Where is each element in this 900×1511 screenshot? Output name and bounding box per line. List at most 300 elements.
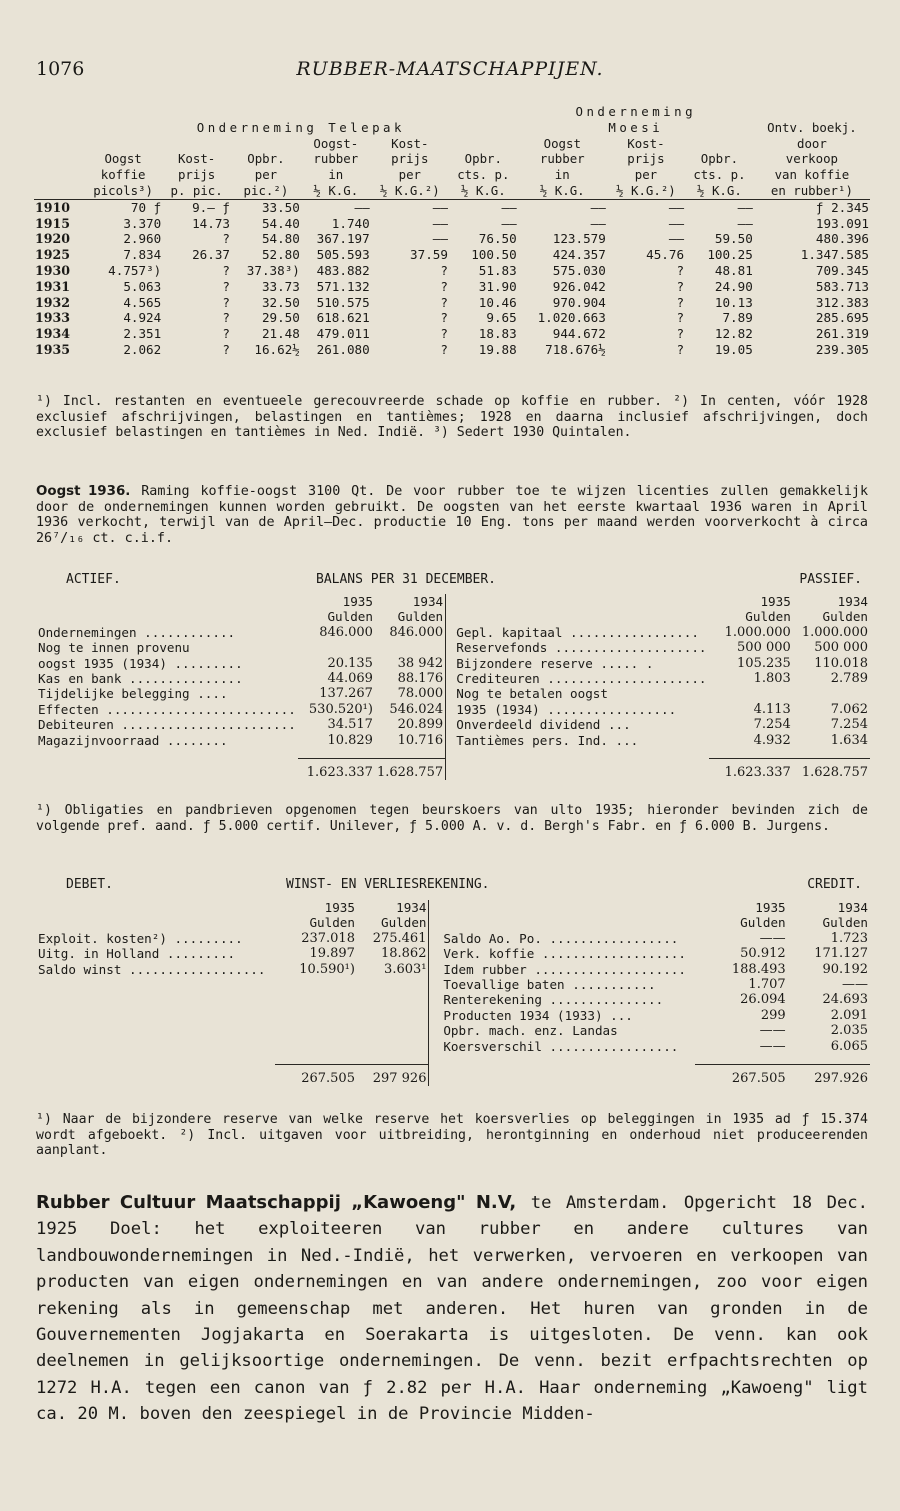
- value-1934: 7.254: [830, 717, 868, 733]
- year-cell: 1932: [35, 294, 71, 310]
- value-cell: ——: [432, 231, 448, 247]
- value-cell: 505.593: [316, 247, 370, 263]
- unit-header-row: [36, 915, 870, 930]
- value-cell: 2.960: [123, 231, 162, 247]
- table-row: [34, 247, 870, 263]
- row-label: Gepl. kapitaal .................: [456, 624, 699, 640]
- value-1935: ——: [759, 1023, 786, 1039]
- unit-label: Gulden: [397, 609, 444, 625]
- ontv-heading: Ontv. boekj.: [767, 119, 857, 135]
- value-cell: ƒ 2.345: [815, 199, 869, 215]
- moesi-group-heading: Onderneming: [575, 104, 697, 119]
- value-cell: 59.50: [714, 231, 753, 247]
- year-1935: 1935: [342, 594, 373, 609]
- table-row: [34, 342, 870, 358]
- value-cell: 54.80: [261, 231, 300, 247]
- value-1935: 188.493: [731, 961, 786, 977]
- value-1935: 20.135: [327, 655, 373, 671]
- credit-title: CREDIT.: [807, 877, 862, 892]
- spacer-row: [36, 748, 870, 758]
- row-label: Renterekening ...............: [443, 992, 664, 1008]
- value-1935: 1.803: [753, 671, 791, 687]
- row-label: 1935 (1934) .................: [456, 701, 677, 717]
- value-cell: 12.82: [714, 326, 753, 342]
- value-1934: 38 942: [397, 655, 444, 671]
- year-cell: 1920: [35, 231, 71, 247]
- spacer: [375, 748, 446, 758]
- value-1934: 500 000: [814, 640, 868, 656]
- value-cell: ?: [440, 262, 448, 278]
- value-cell: 926.042: [552, 278, 606, 294]
- value-1935: 1.000.000: [724, 624, 791, 640]
- value-cell: 510.575: [316, 294, 370, 310]
- value-cell: 261.080: [316, 341, 370, 357]
- balance-sheet: [36, 594, 870, 780]
- value-cell: ?: [440, 310, 448, 326]
- value-1934: 3.603¹: [384, 961, 427, 977]
- row-label: Nog te innen provenu: [38, 640, 190, 656]
- value-cell: 312.383: [815, 294, 869, 310]
- total-1935: 267.505: [275, 1064, 357, 1086]
- column-divider: [446, 640, 455, 655]
- value-1935: 237.018: [301, 930, 355, 946]
- header-row-4: [34, 183, 870, 199]
- header-cell: picols³): [84, 183, 162, 199]
- value-1934: 2.035: [830, 1023, 868, 1039]
- spacer-row: [36, 1054, 870, 1064]
- company-description: [36, 1190, 868, 1428]
- table-row: [36, 686, 870, 701]
- year-header-row: [36, 594, 870, 609]
- header-cell: in: [328, 167, 344, 183]
- table-row: [34, 279, 870, 295]
- header-cell: Kost-: [627, 135, 665, 151]
- spacer: [36, 1054, 275, 1064]
- spacer: [275, 1054, 357, 1064]
- table-row: [36, 640, 870, 655]
- header-cell: ½ K.G.²): [607, 183, 685, 199]
- header-cell: [449, 136, 518, 152]
- footnote-profit-loss: ¹) Naar de bijzondere reserve van welke reserve het koersverlies op beleggingen in 1935 ad ƒ 15.374 wordt afgeboekt. ²) Incl. uitgaven voor uitbreiding, herontginning en onderhoud niet produceerenden aanplant.: [36, 1112, 868, 1159]
- row-label: Nog te betalen oogst: [456, 686, 608, 702]
- column-divider: [446, 748, 455, 758]
- value-cell: 14.73: [192, 215, 230, 231]
- table-row: [36, 931, 870, 946]
- value-cell: 123.579: [552, 231, 606, 247]
- column-divider: [446, 609, 455, 624]
- value-1934: 275.461: [372, 930, 427, 946]
- row-label: Koersverschil .................: [443, 1038, 679, 1054]
- empty-cell: [275, 977, 357, 992]
- total-1935: 1.623.337: [709, 758, 793, 780]
- header-cell: p. pic.: [162, 183, 231, 199]
- value-cell: ——: [668, 199, 685, 215]
- header-cell: en rubber¹): [754, 183, 870, 199]
- value-cell: 19.05: [714, 341, 753, 357]
- value-cell: 239.305: [815, 341, 869, 357]
- row-label: Tijdelijke belegging ....: [38, 686, 228, 702]
- page-number: 1076: [36, 58, 85, 80]
- column-divider: [429, 1039, 441, 1054]
- value-cell: 483.882: [316, 262, 370, 278]
- value-cell: ?: [222, 326, 230, 342]
- value-cell: ?: [222, 294, 230, 310]
- row-label: Producten 1934 (1933) ...: [443, 1007, 633, 1023]
- value-cell: 1.020.663: [537, 310, 606, 326]
- value-cell: 37.59: [410, 247, 448, 263]
- table-row: [36, 656, 870, 671]
- value-cell: 51.83: [478, 262, 517, 278]
- value-cell: 424.357: [552, 247, 606, 263]
- value-1934: 2.789: [830, 671, 868, 687]
- value-1935: 7.254: [753, 717, 791, 733]
- value-cell: ?: [676, 294, 685, 310]
- value-cell: 480.396: [815, 231, 869, 247]
- header-cell: per: [634, 167, 658, 183]
- total-1935: 267.505: [695, 1064, 788, 1086]
- empty-cell: [36, 1023, 275, 1038]
- year-cell: 1915: [35, 215, 71, 231]
- value-1935: 105.235: [737, 655, 791, 671]
- value-cell: 33.50: [261, 199, 300, 215]
- empty-cell: [36, 977, 275, 992]
- value-1935: ——: [759, 930, 786, 946]
- table-row: [36, 671, 870, 686]
- spacer: [36, 900, 275, 915]
- value-cell: ?: [222, 310, 230, 326]
- value-cell: ?: [440, 278, 448, 294]
- actief-title: ACTIEF.: [66, 572, 121, 587]
- column-divider: [446, 671, 455, 686]
- row-label: Saldo Ao. Po. .................: [443, 930, 679, 946]
- header-cell: koffie: [100, 167, 146, 183]
- value-1934: 1.723: [830, 930, 868, 946]
- year-1934: 1934: [837, 594, 868, 609]
- column-divider: [446, 656, 455, 671]
- column-divider: [446, 686, 455, 701]
- header-cell: Opbr.: [464, 151, 502, 167]
- row-label: Magazijnvoorraad ........: [38, 732, 228, 748]
- value-1934: 90.192: [822, 961, 868, 977]
- spacer: [454, 748, 708, 758]
- value-cell: 100.50: [471, 247, 517, 263]
- column-divider: [429, 1008, 441, 1023]
- value-1934: 78.000: [397, 686, 444, 702]
- value-1935: 10.829: [327, 732, 373, 748]
- passief-title: PASSIEF.: [799, 572, 862, 587]
- value-cell: 45.76: [646, 247, 685, 263]
- column-divider: [429, 992, 441, 1007]
- year-header-row: [36, 900, 870, 915]
- header-cell: cts. p.: [457, 167, 510, 183]
- value-cell: ?: [676, 262, 685, 278]
- header-cell: per: [398, 167, 422, 183]
- table-row: [36, 717, 870, 732]
- table-row: [36, 946, 870, 961]
- empty-cell: [275, 992, 357, 1007]
- value-cell: ?: [222, 278, 230, 294]
- production-table: [34, 104, 870, 358]
- empty-cell: [357, 1008, 429, 1023]
- value-cell: ?: [222, 231, 230, 247]
- empty-cell: [36, 992, 275, 1007]
- debet-title: DEBET.: [66, 877, 113, 892]
- value-1934: ——: [842, 977, 868, 993]
- balans-title: BALANS PER 31 DECEMBER.: [316, 572, 497, 587]
- empty-cell: [357, 1023, 429, 1038]
- value-cell: 193.091: [815, 215, 869, 231]
- header-cell: [84, 136, 162, 152]
- value-1934: 110.018: [814, 655, 868, 671]
- value-cell: 1.347.585: [800, 247, 869, 263]
- year-1934: 1934: [412, 594, 444, 609]
- header-cell: verkoop: [785, 151, 839, 167]
- table-row: [36, 1039, 870, 1054]
- row-label: Saldo winst ..................: [38, 961, 266, 977]
- column-divider: [429, 931, 441, 946]
- value-cell: 31.90: [478, 278, 517, 294]
- row-label: Onverdeeld dividend ...: [456, 717, 631, 733]
- header-row-2: [34, 151, 870, 167]
- header-cell: Kost-: [177, 151, 216, 167]
- year-1935: 1935: [324, 900, 355, 915]
- year-cell: 1933: [35, 310, 71, 326]
- table-row: [36, 1023, 870, 1038]
- value-1934: 18.862: [380, 946, 427, 962]
- value-cell: 10.46: [478, 294, 517, 310]
- value-cell: 718.676½: [545, 341, 606, 357]
- header-cell: van koffie: [774, 167, 850, 183]
- row-label: Reservefonds ....................: [456, 640, 707, 656]
- value-1935: 19.897: [309, 946, 355, 962]
- value-cell: 54.40: [261, 215, 300, 231]
- page-header: [36, 58, 864, 84]
- total-1934: 1.628.757: [793, 758, 870, 780]
- spacer: [441, 1054, 695, 1064]
- unit-label: Gulden: [309, 915, 355, 931]
- value-cell: 26.37: [192, 247, 230, 263]
- value-1935: 500 000: [737, 640, 791, 656]
- header-cell: pic.²): [231, 183, 301, 199]
- value-cell: 21.48: [261, 326, 300, 342]
- row-label: Opbr. mach. enz. Landas: [443, 1023, 618, 1039]
- row-label: Debiteuren .......................: [38, 717, 296, 733]
- value-cell: 285.695: [815, 310, 869, 326]
- spacer: [709, 748, 793, 758]
- table-row: [36, 625, 870, 640]
- header-cell: Opbr.: [700, 151, 739, 167]
- table-row: [34, 216, 870, 232]
- value-cell: 70 ƒ: [130, 199, 162, 215]
- value-cell: 7.89: [722, 310, 753, 326]
- value-1934: [793, 686, 870, 701]
- table-row: [36, 962, 870, 977]
- table-row: [36, 977, 870, 992]
- column-divider: [429, 915, 441, 930]
- header-row-1: [34, 136, 870, 152]
- value-cell: ——: [590, 215, 606, 231]
- header-cell: ½ K.G.: [301, 183, 371, 199]
- value-cell: 1.740: [331, 215, 370, 231]
- unit-label: Gulden: [380, 915, 427, 931]
- header-cell: [34, 183, 84, 199]
- spacer: [788, 1054, 870, 1064]
- value-1934: 20.899: [397, 717, 444, 733]
- unit-label: Gulden: [740, 915, 786, 931]
- header-cell: ½ K.G.²): [371, 183, 449, 199]
- value-1934: 1.000.000: [801, 624, 868, 640]
- unit-header-row: [36, 609, 870, 624]
- value-cell: 32.50: [261, 294, 300, 310]
- value-1934: 846.000: [389, 624, 444, 640]
- footnote-balance: ¹) Obligaties en pandbrieven opgenomen tegen beurskoers van ulto 1935; hieronder bevinden zich de volgende pref. aand. ƒ 5.000 certif. Unilever, ƒ 5.000 A. v. d. Bergh's Fabr. en ƒ 6.000 B. Jurgens.: [36, 803, 868, 834]
- value-1934: 546.024: [389, 701, 444, 717]
- year-cell: 1910: [35, 199, 71, 215]
- value-cell: ——: [501, 215, 517, 231]
- year-1935: 1935: [760, 594, 791, 609]
- value-cell: 10.13: [714, 294, 753, 310]
- value-1935: 4.932: [753, 732, 791, 748]
- value-cell: 4.565: [123, 294, 162, 310]
- column-divider: [446, 702, 455, 717]
- table-row: [34, 231, 870, 247]
- value-cell: ?: [222, 341, 230, 357]
- spacer: [36, 748, 298, 758]
- value-1935: 26.094: [740, 992, 786, 1008]
- column-divider: [446, 625, 455, 640]
- value-cell: ——: [737, 215, 753, 231]
- row-label: Tantièmes pers. Ind. ...: [456, 732, 639, 748]
- empty-cell: [36, 1008, 275, 1023]
- value-cell: 261.319: [815, 326, 869, 342]
- column-divider: [429, 1023, 441, 1038]
- value-cell: ——: [590, 199, 606, 215]
- value-cell: 100.25: [707, 247, 753, 263]
- totals-row: [36, 1064, 870, 1086]
- spacer: [357, 1054, 429, 1064]
- totals-row: [36, 758, 870, 780]
- value-1935: ——: [759, 1038, 786, 1054]
- row-label: Bijzondere reserve ..... .: [456, 655, 654, 671]
- header-cell: Oogst: [543, 135, 581, 151]
- value-1935: 10.590¹): [299, 961, 355, 977]
- header-cell: [685, 136, 754, 152]
- row-label: Ondernemingen ............: [38, 624, 236, 640]
- value-cell: 5.063: [123, 278, 162, 294]
- value-1934: 2.091: [830, 1007, 868, 1023]
- winst-title: WINST- EN VERLIESREKENING.: [286, 877, 490, 892]
- unit-label: Gulden: [745, 609, 791, 625]
- value-1935: 1.707: [748, 977, 786, 993]
- row-label: Uitg. in Holland .........: [38, 946, 236, 962]
- table-row: [36, 1008, 870, 1023]
- year-1934: 1934: [837, 900, 868, 915]
- value-cell: ?: [440, 294, 448, 310]
- table-row: [34, 326, 870, 342]
- header-cell: [162, 136, 231, 152]
- header-cell: prijs: [627, 151, 665, 167]
- moesi-name: Moesi: [608, 119, 664, 135]
- value-cell: 29.50: [261, 310, 300, 326]
- value-1935: 34.517: [327, 717, 373, 733]
- header-cell: Kost-: [391, 135, 429, 151]
- value-cell: 709.345: [815, 262, 869, 278]
- value-cell: 18.83: [478, 326, 517, 342]
- value-cell: 970.904: [552, 294, 606, 310]
- spacer: [36, 594, 298, 609]
- value-cell: ——: [668, 215, 685, 231]
- table-row: [36, 992, 870, 1007]
- company-text: te Amsterdam. Opgericht 18 Dec. 1925 Doel: het exploiteeren van rubber en andere cultures van landbouwondernemingen in Ned.-Indië, het verwerken, vervoeren en verkoopen van producten van eigen ondernemingen en van andere ondernemingen, zoo voor eigen rekening als in gemeenschap met anderen. Het huren van gronden in de Gouvernementen Jogjakarta en Soerakarta is uitgesloten. De venn. kan ook deelnemen in gelijksoortige ondernemingen. De venn. bezit erfpachtsrechten op 1272 H.A. tegen een canon van ƒ 2.82 per H.A. Haar onderneming „Kawoeng" ligt ca. 20 M. boven den zeespiegel in de Provincie Midden-: [36, 1193, 868, 1425]
- value-1935: 50.912: [740, 946, 786, 962]
- column-divider: [429, 1054, 441, 1064]
- spacer: [695, 1054, 788, 1064]
- value-1934: 88.176: [397, 671, 444, 687]
- value-cell: ?: [676, 278, 685, 294]
- value-cell: 2.062: [123, 341, 162, 357]
- year-cell: 1935: [35, 341, 71, 357]
- spacer: [36, 915, 275, 930]
- column-divider: [429, 962, 441, 977]
- row-label: Verk. koffie ...................: [443, 946, 686, 962]
- empty-cell: [357, 977, 429, 992]
- value-1934: 10.716: [397, 732, 444, 748]
- total-1934: 297 926: [357, 1064, 429, 1086]
- header-cell: ½ K.G.: [685, 183, 754, 199]
- value-1934: 1.634: [830, 732, 868, 748]
- header-cell: [34, 151, 84, 167]
- value-cell: ?: [676, 341, 685, 357]
- spacer: [36, 1064, 275, 1086]
- value-cell: 575.030: [552, 262, 606, 278]
- unit-label: Gulden: [822, 915, 868, 931]
- value-cell: ?: [440, 326, 448, 342]
- unit-label: Gulden: [822, 609, 868, 625]
- value-cell: ——: [668, 231, 685, 247]
- value-cell: ——: [432, 199, 448, 215]
- profit-loss-account: [36, 900, 870, 1086]
- header-cell: Opbr.: [247, 151, 285, 167]
- value-1935: 530.520¹): [308, 701, 373, 717]
- column-divider: [429, 977, 441, 992]
- row-label: Idem rubber ....................: [443, 961, 686, 977]
- year-cell: 1925: [35, 247, 71, 263]
- value-cell: 76.50: [478, 231, 517, 247]
- column-divider: [446, 758, 455, 780]
- value-cell: ——: [737, 199, 753, 215]
- empty-cell: [275, 1023, 357, 1038]
- value-1935: 137.267: [319, 686, 373, 702]
- value-cell: 9.65: [486, 310, 517, 326]
- year-cell: 1931: [35, 278, 71, 294]
- value-cell: 7.834: [123, 247, 162, 263]
- spacer: [454, 594, 708, 609]
- production-rows: [34, 199, 870, 357]
- header-cell: prijs: [391, 151, 429, 167]
- telepak-group-heading: Onderneming Telepak: [196, 119, 405, 135]
- value-cell: 52.80: [261, 247, 300, 263]
- year-1935: 1935: [755, 900, 786, 915]
- value-cell: 367.197: [316, 231, 370, 247]
- column-divider: [446, 733, 455, 748]
- empty-cell: [275, 1008, 357, 1023]
- spacer: [793, 748, 870, 758]
- spacer: [441, 1064, 695, 1086]
- value-1935: [709, 686, 793, 701]
- table-row: [36, 702, 870, 717]
- table-row: [34, 295, 870, 311]
- value-cell: 3.370: [123, 215, 162, 231]
